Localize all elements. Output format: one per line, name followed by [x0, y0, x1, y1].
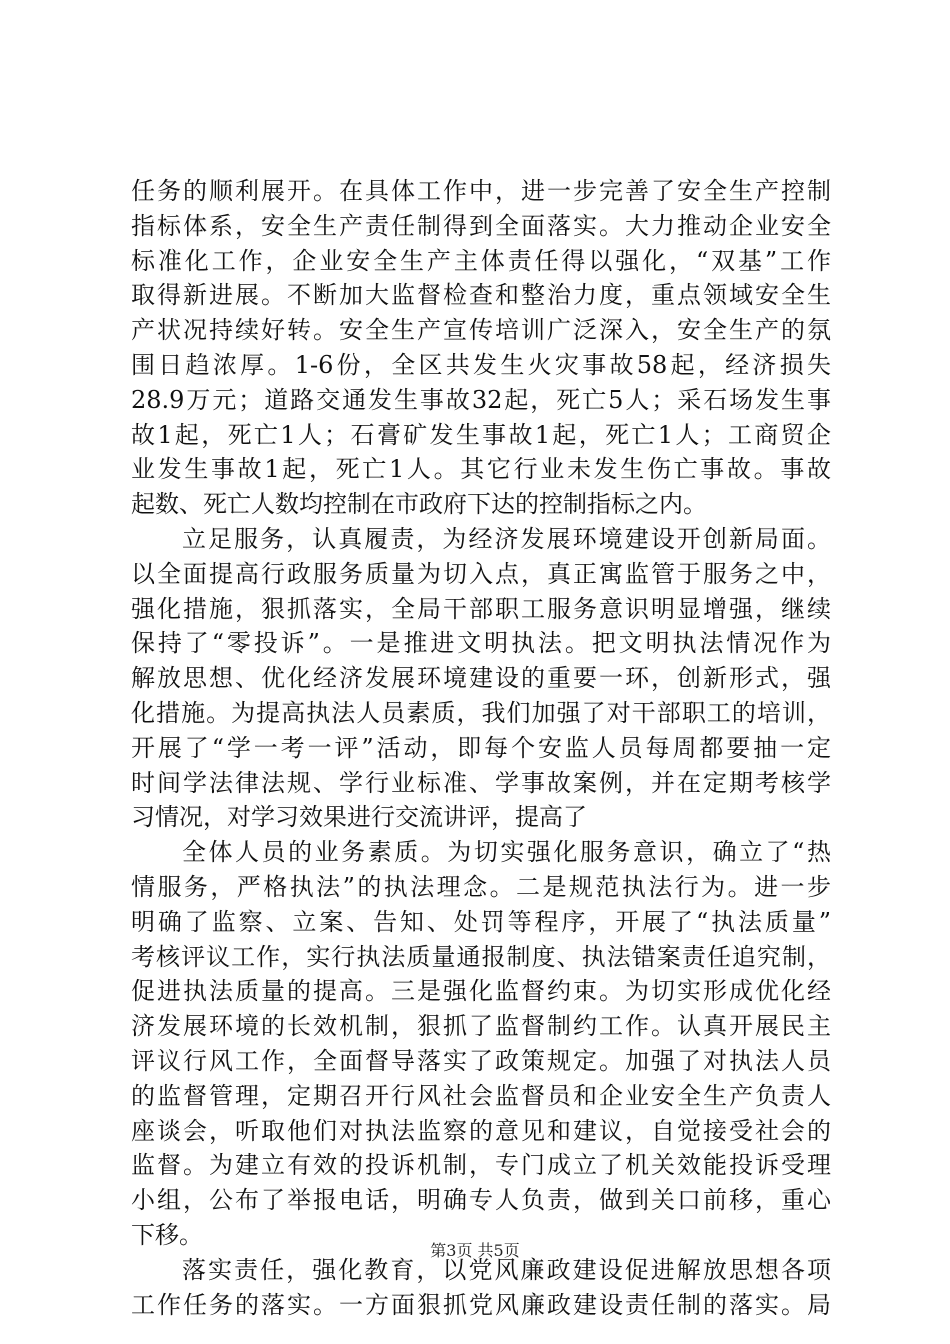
text-line: 座谈会，听取他们对执法监察的意见和建议，自觉接受社会的: [131, 1116, 831, 1145]
text-line: 故1起，死亡1人；石膏矿发生事故1起，死亡1人；工商贸企: [131, 420, 831, 449]
text-line: 促进执法质量的提高。三是强化监督约束。为切实形成优化经: [131, 977, 831, 1006]
text-line: 化措施。为提高执法人员素质，我们加强了对干部职工的培训，: [131, 698, 831, 727]
text-line: 评议行风工作，全面督导落实了政策规定。加强了对执法人员: [131, 1046, 831, 1075]
text-line: 的监督管理，定期召开行风社会监督员和企业安全生产负责人: [131, 1081, 831, 1110]
text-line: 以全面提高行政服务质量为切入点，真正寓监管于服务之中，: [131, 559, 831, 588]
text-line: 起数、死亡人数均控制在市政府下达的控制指标之内。: [131, 490, 707, 519]
text-line: 全体人员的业务素质。为切实强化服务意识，确立了“热: [182, 838, 831, 867]
text-line: 明确了监察、立案、告知、处罚等程序，开展了“执法质量”: [131, 907, 831, 936]
text-line: 情服务，严格执法”的执法理念。二是规范执法行为。进一步: [131, 872, 831, 901]
page-footer: 第3页 共5页: [430, 1241, 520, 1260]
text-line: 标准化工作，企业安全生产主体责任得以强化，“双基”工作: [131, 246, 831, 275]
text-line: 解放思想、优化经济发展环境建设的重要一环，创新形式，强: [131, 664, 831, 693]
text-line: 指标体系，安全生产责任制得到全面落实。大力推动企业安全: [131, 211, 831, 240]
text-line: 保持了“零投诉”。一是推进文明执法。把文明执法情况作为: [131, 629, 831, 658]
text-line: 开展了“学一考一评”活动，即每个安监人员每周都要抽一定: [131, 733, 831, 762]
text-line: 下移。: [131, 1220, 203, 1249]
text-line: 小组，公布了举报电话，明确专人负责，做到关口前移，重心: [131, 1186, 831, 1215]
text-line: 考核评议工作，实行执法质量通报制度、执法错案责任追究制，: [131, 942, 831, 971]
text-line: 产状况持续好转。安全生产宣传培训广泛深入，安全生产的氛: [131, 316, 831, 345]
body-text: [131, 174, 831, 1322]
text-line: 任务的顺利展开。在具体工作中，进一步完善了安全生产控制: [131, 177, 831, 205]
text-line: 习情况，对学习效果进行交流讲评，提高了: [131, 803, 587, 832]
text-line: 取得新进展。不断加大监督检查和整治力度，重点领域安全生: [131, 281, 831, 310]
text-line: 围日趋浓厚。1-6份，全区共发生火灾事故58起，经济损失: [131, 350, 831, 379]
text-line: 工作任务的落实。一方面狠抓党风廉政建设责任制的落实。局: [131, 1290, 831, 1319]
text-line: 业发生事故1起，死亡1人。其它行业未发生伤亡事故。事故: [131, 455, 831, 484]
text-line: 强化措施，狠抓落实，全局干部职工服务意识明显增强，继续: [131, 594, 831, 623]
text-line: 立足服务，认真履责，为经济发展环境建设开创新局面。: [182, 524, 831, 553]
text-line: 落实责任，强化教育，以党风廉政建设促进解放思想各项: [182, 1255, 831, 1284]
text-line: 时间学法律法规、学行业标准、学事故案例，并在定期考核学: [131, 768, 831, 797]
text-line: 监督。为建立有效的投诉机制，专门成立了机关效能投诉受理: [131, 1151, 831, 1180]
text-line: 28.9万元；道路交通发生事故32起，死亡5人；采石场发生事: [131, 385, 831, 414]
text-line: 济发展环境的长效机制，狠抓了监督制约工作。认真开展民主: [131, 1012, 831, 1041]
